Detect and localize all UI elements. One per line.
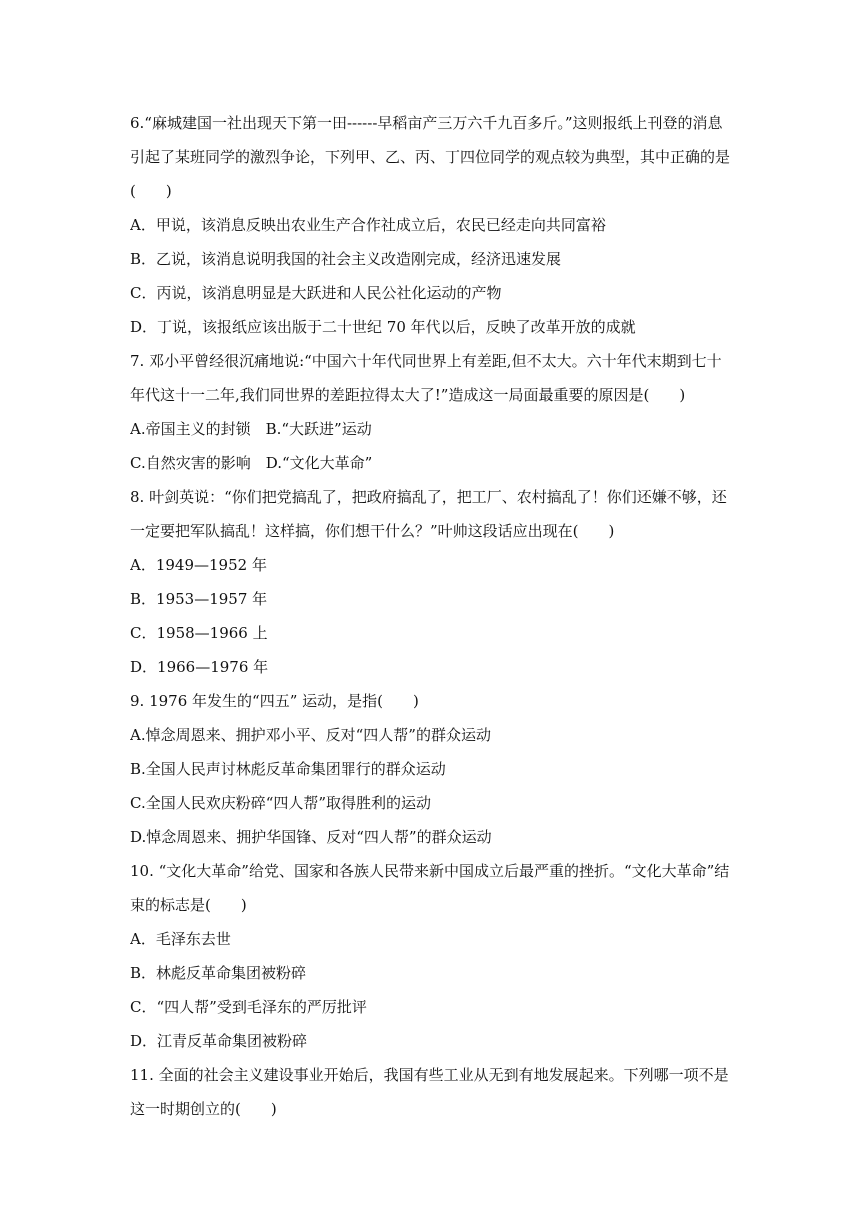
question-stem-line: 这一时期创立的( ): [130, 1100, 277, 1118]
option-d: D．江青反革命集团被粉碎: [130, 1032, 308, 1050]
option-c: C．丙说，该消息明显是大跃进和人民公社化运动的产物: [130, 284, 502, 302]
document-page: [130, 106, 734, 1126]
option-b: B.全国人民声讨林彪反革命集团罪行的群众运动: [130, 760, 446, 778]
question-stem-line: 年代这十一二年,我们同世界的差距拉得太大了!”造成这一局面最重要的原因是( ): [130, 386, 686, 404]
question-stem-line: ( ): [130, 182, 172, 200]
option-a: A．1949—1952 年: [130, 556, 267, 574]
option-b: B．乙说，该消息说明我国的社会主义改造刚完成，经济迅速发展: [130, 250, 562, 268]
question-stem-line: 6.“麻城建国一社出现天下第一田------早稻亩产三万六千九百多斤。”这则报纸上刊登的消息: [130, 114, 723, 132]
question-11: [130, 1058, 734, 1126]
question-stem-line: 7. 邓小平曾经很沉痛地说:“中国六十年代同世界上有差距,但不太大。六十年代末期到七十: [130, 352, 722, 370]
question-stem-line: 一定要把军队搞乱！这样搞，你们想干什么？”叶帅这段话应出现在( ): [130, 522, 615, 540]
question-6: [130, 106, 734, 344]
option-cd: C.自然灾害的影响 D.“文化大革命”: [130, 454, 373, 472]
question-stem-line: 11. 全面的社会主义建设事业开始后，我国有些工业从无到有地发展起来。下列哪一项不是: [130, 1066, 729, 1084]
question-9: [130, 684, 734, 854]
option-a: A．毛泽东去世: [130, 930, 231, 948]
option-d: D．丁说，该报纸应该出版于二十世纪 70 年代以后，反映了改革开放的成就: [130, 318, 636, 336]
option-d: D．1966—1976 年: [130, 658, 269, 676]
question-stem-line: 8. 叶剑英说：“你们把党搞乱了，把政府搞乱了，把工厂、农村搞乱了！你们还嫌不够，还: [130, 488, 727, 506]
question-stem-line: 9. 1976 年发生的“四五” 运动，是指( ): [130, 692, 419, 710]
option-a: A．甲说，该消息反映出农业生产合作社成立后，农民已经走向共同富裕: [130, 216, 606, 234]
question-stem-line: 引起了某班同学的激烈争论，下列甲、乙、丙、丁四位同学的观点较为典型，其中正确的是: [130, 148, 731, 166]
question-10: [130, 854, 734, 1058]
option-c: C．1958—1966 上: [130, 624, 268, 642]
question-stem-line: 10. “文化大革命”给党、国家和各族人民带来新中国成立后最严重的挫折。“文化大革命”结: [130, 862, 730, 880]
option-ab: A.帝国主义的封锁 B.“大跃进”运动: [130, 420, 372, 438]
option-b: B．1953—1957 年: [130, 590, 268, 608]
option-a: A.悼念周恩来、拥护邓小平、反对“四人帮”的群众运动: [130, 726, 491, 744]
question-8: [130, 480, 734, 684]
option-c: C.全国人民欢庆粉碎“四人帮”取得胜利的运动: [130, 794, 432, 812]
question-stem-line: 束的标志是( ): [130, 896, 247, 914]
question-7: [130, 344, 734, 480]
option-c: C．“四人帮”受到毛泽东的严厉批评: [130, 998, 367, 1016]
option-d: D.悼念周恩来、拥护华国锋、反对“四人帮”的群众运动: [130, 828, 492, 846]
option-b: B．林彪反革命集团被粉碎: [130, 964, 307, 982]
